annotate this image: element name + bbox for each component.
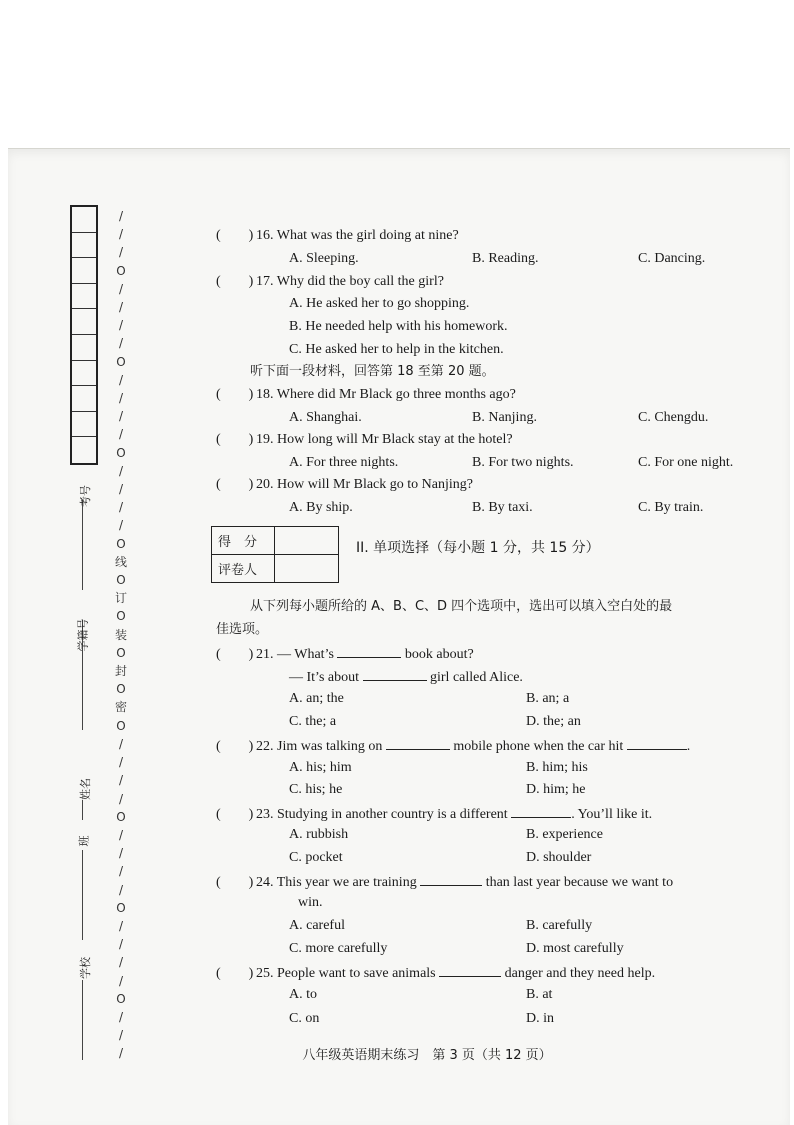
score-cell[interactable]	[275, 527, 339, 555]
q24-option-a[interactable]: A. careful	[289, 918, 345, 933]
question-17: ( ) 17. Why did the boy call the girl?	[216, 274, 444, 289]
q22-blank-1[interactable]	[386, 735, 450, 750]
q18-option-c[interactable]: C. Chengdu.	[638, 410, 709, 425]
q23-option-b[interactable]: B. experience	[526, 827, 603, 842]
order-char: 订	[114, 591, 127, 606]
line-char: 线	[114, 554, 127, 569]
listen-instruction: 听下面一段材料，回答第 18 至第 20 题。	[250, 364, 495, 379]
q25-blank[interactable]	[439, 962, 501, 977]
q23-option-a[interactable]: A. rubbish	[289, 827, 349, 842]
q17-option-c[interactable]: C. He asked her to help in the kitchen.	[289, 342, 504, 357]
q22-option-a[interactable]: A. his; him	[289, 760, 352, 775]
q20-option-a[interactable]: A. By ship.	[289, 500, 353, 515]
q20-option-c[interactable]: C. By train.	[638, 500, 704, 515]
seal-column: / / / O / / / / O / / / / O / / / / O 线 O 订 O 装 O 封 O 密 O / / / / O / / / / O / / / / O / / /	[114, 209, 127, 1061]
q25-option-a[interactable]: A. to	[289, 987, 317, 1002]
question-21: ( ) 21. — What’s book about?	[216, 643, 474, 665]
q16-option-a[interactable]: A. Sleeping.	[289, 251, 359, 266]
q23-option-c[interactable]: C. pocket	[289, 850, 343, 865]
section-instruction-1: 从下列每小题所给的 A、B、C、D 四个选项中，选出可以填入空白处的最	[250, 599, 673, 614]
q21-blank-1[interactable]	[337, 643, 401, 658]
section-instruction-2: 佳选项。	[216, 622, 269, 637]
q23-blank[interactable]	[511, 803, 571, 818]
question-20: ( ) 20. How will Mr Black go to Nanjing?	[216, 477, 473, 492]
q16-option-b[interactable]: B. Reading.	[472, 251, 539, 266]
dense-char: 密	[114, 700, 127, 715]
q19-option-a[interactable]: A. For three nights.	[289, 455, 399, 470]
section-title: II. 单项选择（每小题 1 分，共 15 分）	[356, 540, 600, 556]
q24-blank[interactable]	[420, 871, 482, 886]
question-19: ( ) 19. How long will Mr Black stay at the hotel?	[216, 432, 513, 447]
question-25: ( ) 25. People want to save animals danger and they need help.	[216, 962, 655, 984]
class-label: 班	[77, 835, 91, 847]
score-label: 得 分	[212, 527, 275, 555]
q25-option-d[interactable]: D. in	[526, 1011, 554, 1026]
seal-char: 封	[114, 664, 127, 679]
page-footer: 八年级英语期末练习 第 3 页（共 12 页）	[302, 1048, 552, 1063]
school-label: 学校	[79, 957, 92, 979]
grader-label: 评卷人	[212, 555, 275, 583]
question-16: ( ) 16. What was the girl doing at nine?	[216, 228, 459, 243]
q17-option-a[interactable]: A. He asked her to go shopping.	[289, 296, 470, 311]
question-24: ( ) 24. This year we are training than last year because we want to	[216, 871, 673, 893]
q21-option-a[interactable]: A. an; the	[289, 691, 344, 706]
grader-cell[interactable]	[275, 555, 339, 583]
q17-option-b[interactable]: B. He needed help with his homework.	[289, 319, 508, 334]
q18-option-a[interactable]: A. Shanghai.	[289, 410, 362, 425]
student-no-label: 学籍号	[76, 618, 90, 652]
bind-char: 装	[114, 627, 127, 642]
q21-option-c[interactable]: C. the; a	[289, 714, 337, 729]
q21-line-2: — It’s about girl called Alice.	[289, 666, 523, 688]
q20-option-b[interactable]: B. By taxi.	[472, 500, 533, 515]
exam-no-label: 考号	[79, 485, 92, 507]
q21-option-d[interactable]: D. the; an	[526, 714, 581, 729]
q22-option-d[interactable]: D. him; he	[526, 782, 586, 797]
question-22: ( ) 22. Jim was talking on mobile phone when the car hit .	[216, 735, 690, 757]
q19-option-b[interactable]: B. For two nights.	[472, 455, 574, 470]
q21-blank-2[interactable]	[363, 666, 427, 681]
q19-option-c[interactable]: C. For one night.	[638, 455, 734, 470]
q21-option-b[interactable]: B. an; a	[526, 691, 570, 706]
q24-option-c[interactable]: C. more carefully	[289, 941, 388, 956]
q24-continuation: win.	[298, 895, 323, 910]
name-label: 姓名	[79, 778, 92, 800]
q25-option-c[interactable]: C. on	[289, 1011, 320, 1026]
q22-blank-2[interactable]	[627, 735, 687, 750]
question-18: ( ) 18. Where did Mr Black go three months ago?	[216, 387, 516, 402]
q24-option-d[interactable]: D. most carefully	[526, 941, 624, 956]
q16-option-c[interactable]: C. Dancing.	[638, 251, 706, 266]
question-23: ( ) 23. Studying in another country is a different . You’ll like it.	[216, 803, 652, 825]
q23-option-d[interactable]: D. shoulder	[526, 850, 592, 865]
q18-option-b[interactable]: B. Nanjing.	[472, 410, 537, 425]
score-table	[211, 526, 339, 583]
q22-option-b[interactable]: B. him; his	[526, 760, 588, 775]
q22-option-c[interactable]: C. his; he	[289, 782, 343, 797]
q25-option-b[interactable]: B. at	[526, 987, 553, 1002]
q24-option-b[interactable]: B. carefully	[526, 918, 593, 933]
